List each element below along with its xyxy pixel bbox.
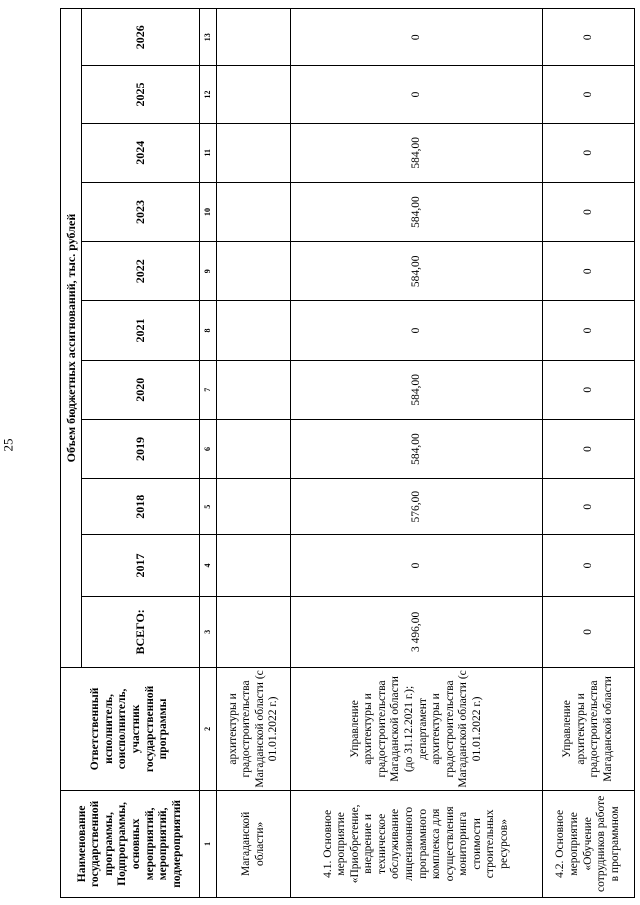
value-cell: 0 — [542, 479, 634, 535]
value-cell: 0 — [542, 123, 634, 182]
value-cell: 0 — [542, 301, 634, 360]
value-cell: 0 — [542, 535, 634, 596]
column-number: 13 — [199, 9, 216, 66]
year-header: 2017 — [82, 535, 200, 596]
value-cell — [216, 123, 291, 182]
value-cell — [216, 9, 291, 66]
value-cell: 0 — [542, 360, 634, 419]
executor-cell: архитектуры и градостроительства Магаданской области (с 01.01.2022 г.) — [216, 668, 291, 791]
value-cell — [216, 419, 291, 478]
value-cell — [216, 182, 291, 241]
value-cell: 0 — [542, 9, 634, 66]
column-number: 9 — [199, 242, 216, 301]
value-cell — [216, 301, 291, 360]
value-cell: 584,00 — [291, 360, 542, 419]
value-cell — [216, 596, 291, 668]
table-row — [291, 9, 542, 898]
column-number: 2 — [199, 668, 216, 791]
year-header: 2021 — [82, 301, 200, 360]
program-name-cell: 4.1. Основное мероприятие «Приобретение, внедрение и техническое обслуживание лицензионного программного комплекса для осуществления мониторинга стоимости строительных ресурсов» — [291, 790, 542, 897]
value-cell — [216, 479, 291, 535]
column-number: 6 — [199, 419, 216, 478]
value-cell: 0 — [542, 66, 634, 123]
program-name-cell: Магаданской области» — [216, 790, 291, 897]
column-number: 5 — [199, 479, 216, 535]
year-header: 2020 — [82, 360, 200, 419]
volume-group-header: Объем бюджетных ассигнований, тыс. рублей — [61, 9, 82, 668]
year-header: 2019 — [82, 419, 200, 478]
budget-allocation-table — [60, 8, 635, 898]
year-header: 2024 — [82, 123, 200, 182]
program-name-cell: 4.2. Основное мероприятие «Обучение сотрудников работе в программном — [542, 790, 634, 897]
value-cell: 584,00 — [291, 123, 542, 182]
rotated-table-container — [60, 8, 635, 898]
total-column-header: ВСЕГО: — [82, 596, 200, 668]
value-cell: 0 — [291, 535, 542, 596]
executor-cell: Управление архитектуры и градостроительства Магаданской области (до 31.12.2021 г.); департамент архитектуры и градостроительства Магаданской области (с 01.01.2022 г.) — [291, 668, 542, 791]
value-cell: 0 — [542, 182, 634, 241]
value-cell: 584,00 — [291, 419, 542, 478]
value-cell — [216, 242, 291, 301]
value-cell: 0 — [542, 596, 634, 668]
value-cell — [216, 360, 291, 419]
year-header: 2025 — [82, 66, 200, 123]
column-number: 12 — [199, 66, 216, 123]
name-column-header: Наименование государственной программы, Подпрограммы, основных мероприятий, мероприятий, подмероприятий — [61, 790, 200, 897]
value-cell: 0 — [291, 301, 542, 360]
table-row — [542, 9, 634, 898]
value-cell: 0 — [542, 419, 634, 478]
value-cell: 584,00 — [291, 242, 542, 301]
column-number: 10 — [199, 182, 216, 241]
column-number: 7 — [199, 360, 216, 419]
value-cell — [216, 535, 291, 596]
column-number: 8 — [199, 301, 216, 360]
value-cell: 0 — [542, 242, 634, 301]
column-number: 3 — [199, 596, 216, 668]
value-cell: 3 496,00 — [291, 596, 542, 668]
column-number: 1 — [199, 790, 216, 897]
value-cell: 0 — [291, 9, 542, 66]
executor-column-header: Ответственный исполнитель, соисполнитель, участник государственной программы — [61, 668, 200, 791]
table-row — [216, 9, 291, 898]
value-cell: 0 — [291, 66, 542, 123]
year-header: 2023 — [82, 182, 200, 241]
executor-cell: Управление архитектуры и градостроительства Магаданской области — [542, 668, 634, 791]
column-number-row — [199, 9, 216, 898]
value-cell: 576,00 — [291, 479, 542, 535]
year-header: 2026 — [82, 9, 200, 66]
value-cell: 584,00 — [291, 182, 542, 241]
column-number: 4 — [199, 535, 216, 596]
page-number: 25 — [0, 438, 16, 452]
column-number: 11 — [199, 123, 216, 182]
value-cell — [216, 66, 291, 123]
year-header: 2018 — [82, 479, 200, 535]
year-header: 2022 — [82, 242, 200, 301]
